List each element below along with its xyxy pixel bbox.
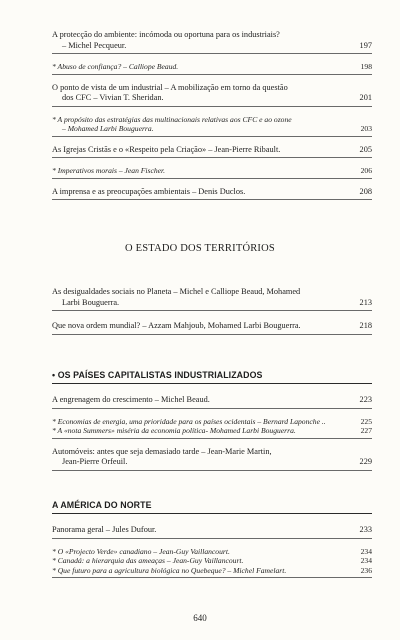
toc-line [52,417,372,427]
toc-block-industry [52,30,372,200]
toc-page-number: 208 [359,186,372,196]
toc-line [52,41,372,52]
toc-entry[interactable] [52,321,372,335]
toc-entry[interactable] [52,395,372,409]
toc-entry-title: A protecção do ambiente: incómoda ou oportuna para os industriais? [52,30,280,39]
toc-line [52,93,372,104]
toc-line [52,321,372,332]
toc-entry[interactable] [52,145,372,159]
toc-line [52,115,372,125]
toc-line [52,298,372,309]
toc-entry[interactable] [52,447,372,471]
toc-entry-title: – Michel Pecqueur. [62,40,127,50]
subsection-title: • OS PAÍSES CAPITALISTAS INDUSTRIALIZADOS [52,370,372,384]
toc-entry[interactable] [52,417,372,439]
toc-entry[interactable] [52,62,372,75]
toc-page-number: 236 [360,565,372,575]
toc-page-number: 233 [359,525,372,534]
toc-line [52,145,372,156]
toc-page-number: 203 [360,124,372,133]
toc-entry-title: * Canadá: a hierarquia das ameaças – Jean-Guy Vaillancourt. [52,556,244,565]
toc-page-number: 205 [359,144,372,154]
toc-entry-title: * Abuso de confiança? – Calliope Beaud. [52,62,179,71]
toc-entry[interactable] [52,166,372,179]
toc-entry[interactable] [52,115,372,137]
toc-page-number: 225 [360,416,372,426]
toc-page-number: 227 [360,426,372,435]
toc-page-number: 218 [359,321,372,330]
toc-page-number: 206 [360,166,372,175]
toc-entry-title: – Mohamed Larbi Bouguerra. [62,124,154,133]
toc-entry-title: Jean-Pierre Orfeuil. [62,457,128,466]
toc-entry-title: As desigualdades sociais no Planeta – Michel e Calliope Beaud, Mohamed [52,287,301,296]
toc-page-number: 229 [359,457,372,466]
toc-entry-title: dos CFC – Vivian T. Sheridan. [62,93,164,102]
toc-entry-title: Automóveis: antes que seja demasiado tarde – Jean-Marie Martin, [52,446,272,456]
subsection-north-america [52,500,372,578]
toc-entry-title: A engrenagem do crescimento – Michel Beaud. [52,395,210,404]
toc-entry[interactable] [52,83,372,107]
toc-entry-title: * A propósito das estratégias das multinacionais relativas aos CFC e ao ozone [52,114,292,124]
toc-entry[interactable] [52,30,372,54]
toc-entry-title: * Que futuro para a agricultura biológica no Quebeque? – Michel Famelart. [52,565,287,575]
toc-line [52,547,372,557]
toc-page-number: 198 [360,62,372,71]
toc-page-number: 223 [359,395,372,404]
toc-line [52,447,372,458]
toc-entry-title: O ponto de vista de um industrial – A mobilização em torno da questão [52,82,288,92]
toc-line [52,30,372,41]
toc-line [52,525,372,536]
toc-entry-title: Panorama geral – Jules Dufour. [52,525,157,534]
toc-entry-title: * A «nota Summers» miséria da economia política- Mohamed Larbi Bouguerra. [52,426,296,435]
toc-entry-title: * Economias de energia, uma prioridade para os países ocidentais – Bernard Laponche .. [52,416,326,426]
toc-entry[interactable] [52,525,372,539]
toc-line [52,457,372,468]
toc-line [52,556,372,566]
toc-page-number: 234 [360,546,372,556]
toc-line [52,83,372,94]
toc-entry-title: * O «Projecto Verde» canadiano – Jean-Guy Vaillancourt. [52,546,230,556]
toc-page-number: 213 [359,297,372,307]
toc-line [52,62,372,72]
toc-line [52,566,372,576]
subsection-capitalist [52,370,372,471]
toc-page-number: 197 [359,40,372,50]
toc-entry-title: As Igrejas Cristãs e o «Respeito pela Criação» – Jean-Pierre Ribault. [52,144,281,154]
toc-line [52,287,372,298]
page-number: 640 [193,613,207,623]
toc-entry-title: Larbi Bouguerra. [62,297,120,307]
toc-line [52,395,372,406]
toc-line [52,166,372,176]
toc-entry-title: Que nova ordem mundial? – Azzam Mahjoub, Mohamed Larbi Bouguerra. [52,321,301,330]
toc-entry[interactable] [52,547,372,579]
toc-line [52,124,372,134]
toc-page-number: 201 [359,93,372,102]
section-title: O ESTADO DOS TERRITÓRIOS [125,243,275,254]
toc-line [52,426,372,436]
toc-page-number: 234 [360,556,372,565]
toc-entry[interactable] [52,287,372,311]
toc-entry-title: A imprensa e as preocupações ambientais – Denis Duclos. [52,186,246,196]
toc-entry-title: * Imperativos morais – Jean Fischer. [52,166,166,175]
subsection-title: A AMÉRICA DO NORTE [52,500,372,514]
toc-line [52,187,372,198]
toc-block-territories [52,287,372,335]
toc-entry[interactable] [52,187,372,201]
